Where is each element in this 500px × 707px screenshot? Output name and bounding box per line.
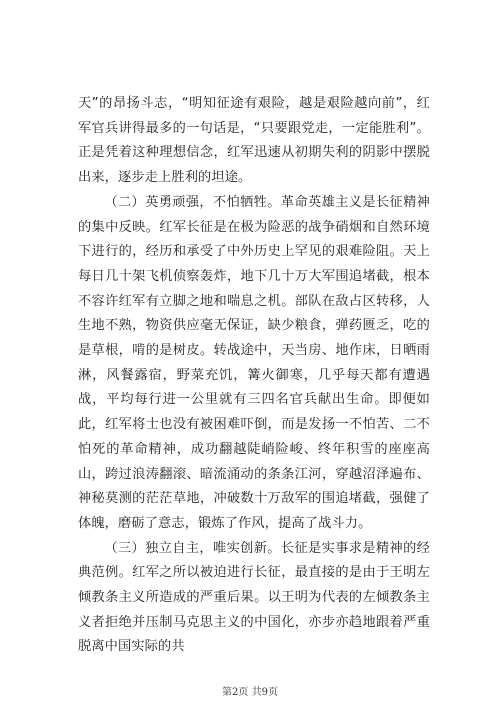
paragraph-3: （三）独立自主，唯实创新。长征是实事求是精神的经典范例。红军之所以被迫进行长征，最直接的是由于王明左倾教条主义所造成的严重后果。以王明为代表的左倾教条主义者拒绝并压制马克思主义的中国化，亦步亦趋地跟着严重脱离中国实际的共 bbox=[78, 540, 430, 655]
page-number-footer: 第2页 共9页 bbox=[222, 687, 278, 698]
paragraph-1: 天”的昂扬斗志，“明知征途有艰险，越是艰险越向前”，红军官兵讲得最多的一句话是，“只要跟党走，一定能胜利”。正是凭着这种理想信念，红军迅速从初期失利的阴影中摆脱出来，逐步走上胜利的坦途。 bbox=[78, 96, 430, 186]
document-body bbox=[78, 92, 430, 660]
paragraph-2: （二）英勇顽强，不怕牺牲。革命英雄主义是长征精神的集中反映。红军长征是在极为险恶的战争硝烟和自然环境下进行的，经历和承受了中外历史上罕见的艰难险阻。天上每日几十架飞机侦察轰炸，地下几十万大军围追堵截，根本不容许红军有立脚之地和喘息之机。部队在敌占区转移，人生地不熟，物资供应毫无保证，缺少粮食，弹药匮乏，吃的是草根，啃的是树皮。转战途中，天当房、地作床，日晒雨淋，风餐露宿，野菜充饥，篝火御寒，几乎每天都有遭遇战，平均每行进一公里就有三四名官兵献出生命。即便如此，红军将士也没有被困难吓倒，而是发扬一不怕苦、二不怕死的革命精神，成功翻越陡峭险峻、终年积雪的座座高山，跨过浪涛翻滚、暗流涌动的条条江河，穿越沼泽遍布、神秘莫测的茫茫草地，冲破数十万敌军的围追堵截，强健了体魄，磨砺了意志，锻炼了作风，提高了战斗力。 bbox=[78, 194, 430, 531]
